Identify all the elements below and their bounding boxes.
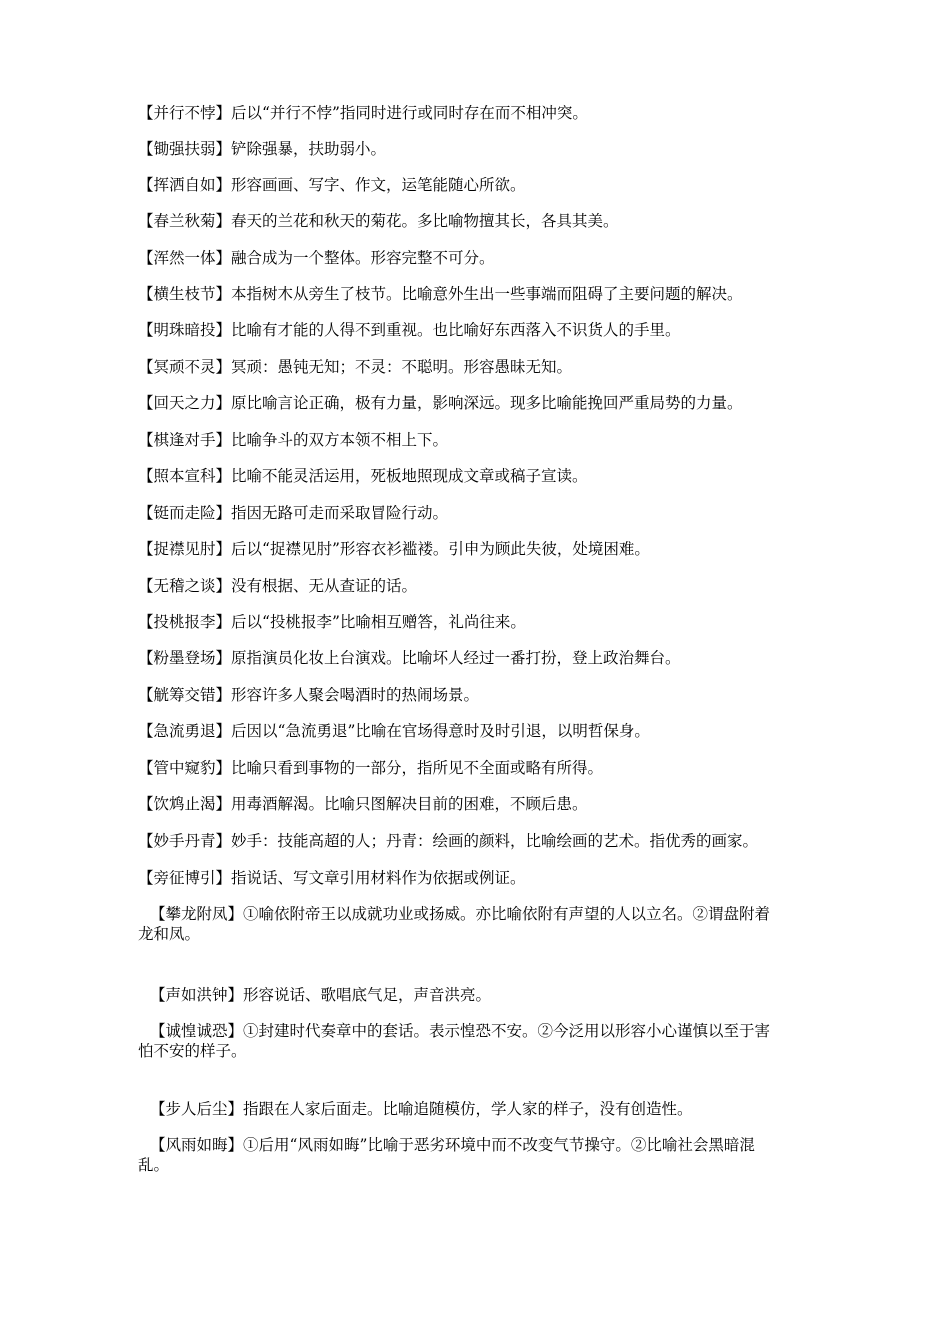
idiom-entry bbox=[138, 211, 828, 231]
idiom-definition: 比喻争斗的双方本领不相上下。 bbox=[231, 431, 449, 449]
idiom-definition-continued: 龙和凤。 bbox=[138, 925, 201, 943]
idiom-term: 【妙手丹青】 bbox=[138, 832, 232, 850]
idiom-term: 【饮鸩止渴】 bbox=[138, 795, 232, 813]
idiom-term: 【明珠暗投】 bbox=[138, 321, 232, 339]
idiom-entry bbox=[138, 831, 828, 851]
idiom-definition: 指因无路可走而采取冒险行动。 bbox=[231, 504, 449, 522]
idiom-term: 【诚惶诚恐】 bbox=[150, 1022, 244, 1040]
idiom-term: 【急流勇退】 bbox=[138, 722, 232, 740]
idiom-term: 【棋逢对手】 bbox=[138, 431, 232, 449]
idiom-term: 【铤而走险】 bbox=[138, 504, 232, 522]
idiom-definition: 形容说话、歌唱底气足，声音洪亮。 bbox=[243, 986, 492, 1004]
idiom-definition: 没有根据、无从查证的话。 bbox=[231, 577, 418, 595]
idiom-entry bbox=[138, 758, 828, 778]
idiom-definition: 冥顽：愚钝无知；不灵：不聪明。形容愚昧无知。 bbox=[231, 358, 573, 376]
idiom-entry bbox=[138, 357, 828, 377]
idiom-term: 【挥洒自如】 bbox=[138, 176, 232, 194]
idiom-entry bbox=[138, 612, 828, 632]
idiom-definition: 后因以“急流勇退”比喻在官场得意时及时引退，以明哲保身。 bbox=[231, 722, 650, 740]
idiom-term: 【风雨如晦】 bbox=[150, 1136, 244, 1154]
idiom-definition: 原指演员化妆上台演戏。比喻坏人经过一番打扮，登上政治舞台。 bbox=[231, 649, 681, 667]
idiom-term: 【觥筹交错】 bbox=[138, 686, 232, 704]
idiom-definition: 比喻只看到事物的一部分，指所见不全面或略有所得。 bbox=[231, 759, 604, 777]
idiom-entry-wrapped bbox=[138, 1135, 828, 1175]
idiom-definition: 本指树木从旁生了枝节。比喻意外生出一些事端而阻碍了主要问题的解决。 bbox=[231, 285, 743, 303]
idiom-term: 【横生枝节】 bbox=[138, 285, 232, 303]
idiom-definition: 指说话、写文章引用材料作为依据或例证。 bbox=[231, 869, 526, 887]
idiom-definition: 指跟在人家后面走。比喻追随模仿，学人家的样子，没有创造性。 bbox=[243, 1100, 693, 1118]
idiom-entry bbox=[138, 284, 828, 304]
idiom-entry bbox=[138, 794, 828, 814]
idiom-term: 【管中窥豹】 bbox=[138, 759, 232, 777]
idiom-definition: 融合成为一个整体。形容完整不可分。 bbox=[231, 249, 495, 267]
idiom-entry-wrapped bbox=[138, 904, 828, 944]
idiom-term: 【无稽之谈】 bbox=[138, 577, 232, 595]
idiom-term: 【春兰秋菊】 bbox=[138, 212, 232, 230]
idiom-definition: 后以“投桃报李”比喻相互赠答，礼尚往来。 bbox=[231, 613, 526, 631]
idiom-definition-continued: 怕不安的样子。 bbox=[138, 1042, 247, 1060]
idiom-entry-wrapped bbox=[138, 1099, 828, 1119]
idiom-definition: 用毒酒解渴。比喻只图解决目前的困难，不顾后患。 bbox=[231, 795, 588, 813]
idiom-definition-continued: 乱。 bbox=[138, 1156, 170, 1174]
idiom-entry bbox=[138, 430, 828, 450]
idiom-definition: 比喻不能灵活运用，死板地照现成文章或稿子宣读。 bbox=[231, 467, 588, 485]
idiom-entry bbox=[138, 539, 828, 559]
idiom-definition: ①后用“风雨如晦”比喻于恶劣环境中而不改变气节操守。②比喻社会黑暗混 bbox=[243, 1136, 755, 1154]
idiom-term: 【浑然一体】 bbox=[138, 249, 232, 267]
idiom-entry bbox=[138, 139, 828, 159]
idiom-term: 【捉襟见肘】 bbox=[138, 540, 232, 558]
idiom-definition: 比喻有才能的人得不到重视。也比喻好东西落入不识货人的手里。 bbox=[231, 321, 681, 339]
idiom-entry bbox=[138, 868, 828, 888]
idiom-term: 【回天之力】 bbox=[138, 394, 232, 412]
idiom-term: 【照本宣科】 bbox=[138, 467, 232, 485]
idiom-entry bbox=[138, 648, 828, 668]
idiom-definition: 铲除强暴，扶助弱小。 bbox=[231, 140, 387, 158]
idiom-term: 【声如洪钟】 bbox=[150, 986, 244, 1004]
idiom-entry bbox=[138, 576, 828, 596]
idiom-term: 【旁征博引】 bbox=[138, 869, 232, 887]
idiom-definition: ①封建时代奏章中的套话。表示惶恐不安。②今泛用以形容小心谨慎以至于害 bbox=[243, 1022, 771, 1040]
idiom-term: 【并行不悖】 bbox=[138, 104, 232, 122]
idiom-entry bbox=[138, 685, 828, 705]
idiom-entry-wrapped bbox=[138, 985, 828, 1005]
idiom-definition: 妙手：技能高超的人；丹青：绘画的颜料，比喻绘画的艺术。指优秀的画家。 bbox=[231, 832, 759, 850]
idiom-definition: ①喻依附帝王以成就功业或扬威。亦比喻依附有声望的人以立名。②谓盘附着 bbox=[243, 905, 771, 923]
idiom-term: 【攀龙附凤】 bbox=[150, 905, 244, 923]
idiom-entry bbox=[138, 503, 828, 523]
idiom-definition: 原比喻言论正确，极有力量，影响深远。现多比喻能挽回严重局势的力量。 bbox=[231, 394, 743, 412]
idiom-entry bbox=[138, 175, 828, 195]
idiom-term: 【投桃报李】 bbox=[138, 613, 232, 631]
idiom-definition: 形容许多人聚会喝酒时的热闹场景。 bbox=[231, 686, 480, 704]
idiom-term: 【粉墨登场】 bbox=[138, 649, 232, 667]
idiom-term: 【锄强扶弱】 bbox=[138, 140, 232, 158]
idiom-entry bbox=[138, 721, 828, 741]
idiom-entry-wrapped bbox=[138, 1021, 828, 1061]
idiom-definition: 春天的兰花和秋天的菊花。多比喻物擅其长，各具其美。 bbox=[231, 212, 619, 230]
idiom-definition: 后以“并行不悖”指同时进行或同时存在而不相冲突。 bbox=[231, 104, 588, 122]
idiom-entry bbox=[138, 320, 828, 340]
idiom-definition: 后以“捉襟见肘”形容衣衫褴褛。引申为顾此失彼，处境困难。 bbox=[231, 540, 650, 558]
idiom-entry bbox=[138, 466, 828, 486]
idiom-term: 【步人后尘】 bbox=[150, 1100, 244, 1118]
idiom-entry bbox=[138, 248, 828, 268]
idiom-entry bbox=[138, 393, 828, 413]
idiom-term: 【冥顽不灵】 bbox=[138, 358, 232, 376]
idiom-definition: 形容画画、写字、作文，运笔能随心所欲。 bbox=[231, 176, 526, 194]
idiom-entry bbox=[138, 103, 828, 123]
